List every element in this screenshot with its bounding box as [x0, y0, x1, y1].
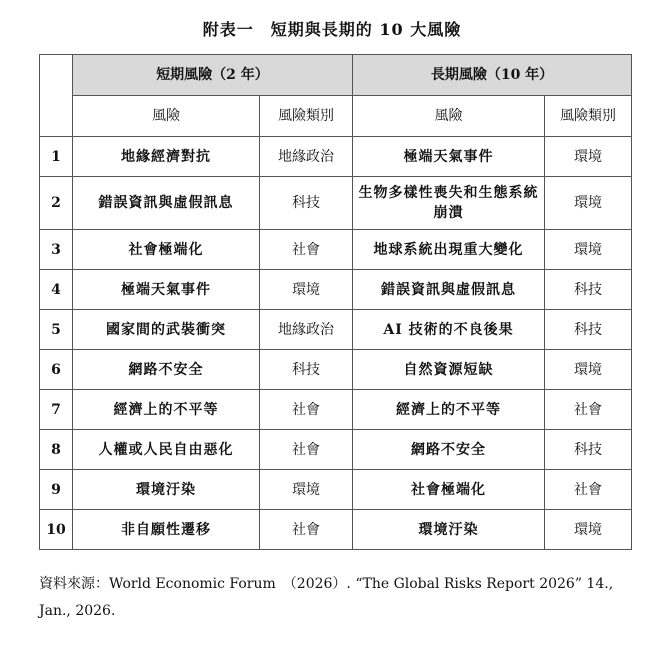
long-risk-cell: 生物多樣性喪失和生態系統崩潰	[353, 177, 545, 230]
long-category-cell: 環境	[545, 137, 632, 177]
rank-cell: 9	[40, 470, 73, 510]
short-category-cell: 環境	[260, 270, 353, 310]
short-risk-cell: 社會極端化	[73, 230, 260, 270]
long-category-cell: 環境	[545, 510, 632, 550]
short-risk-cell: 極端天氣事件	[73, 270, 260, 310]
long-category-cell: 環境	[545, 177, 632, 230]
rank-cell: 7	[40, 390, 73, 430]
long-risk-cell: 經濟上的不平等	[353, 390, 545, 430]
corner-cell	[40, 55, 73, 137]
short-risk-cell: 經濟上的不平等	[73, 390, 260, 430]
short-category-cell: 環境	[260, 470, 353, 510]
short-category-col-header: 風險類別	[260, 96, 353, 137]
table-row	[40, 430, 632, 470]
table-row	[40, 310, 632, 350]
table-row	[40, 470, 632, 510]
long-risk-cell: 自然資源短缺	[353, 350, 545, 390]
long-category-cell: 科技	[545, 430, 632, 470]
short-risk-cell: 非自願性遷移	[73, 510, 260, 550]
long-category-col-header: 風險類別	[545, 96, 632, 137]
long-category-cell: 社會	[545, 390, 632, 430]
long-category-cell: 科技	[545, 270, 632, 310]
long-risk-cell: 環境汙染	[353, 510, 545, 550]
long-risk-cell: 地球系統出現重大變化	[353, 230, 545, 270]
long-risk-cell: 網路不安全	[353, 430, 545, 470]
rank-cell: 8	[40, 430, 73, 470]
rank-cell: 5	[40, 310, 73, 350]
long-risk-cell: 社會極端化	[353, 470, 545, 510]
short-category-cell: 地緣政治	[260, 137, 353, 177]
short-category-cell: 科技	[260, 350, 353, 390]
source-note: 資料來源：World Economic Forum （2026）. “The Global Risks Report 2026” 14., Jan., 2026.	[39, 576, 614, 619]
short-risk-cell: 國家間的武裝衝突	[73, 310, 260, 350]
short-category-cell: 地緣政治	[260, 310, 353, 350]
table-row	[40, 137, 632, 177]
header-row-columns	[40, 96, 632, 137]
rank-cell: 3	[40, 230, 73, 270]
rank-cell: 4	[40, 270, 73, 310]
long-category-cell: 環境	[545, 230, 632, 270]
long-term-header: 長期風險（10 年）	[353, 55, 632, 96]
short-category-cell: 社會	[260, 430, 353, 470]
rank-cell: 6	[40, 350, 73, 390]
short-category-cell: 社會	[260, 510, 353, 550]
short-risk-cell: 人權或人民自由惡化	[73, 430, 260, 470]
rank-cell: 2	[40, 177, 73, 230]
short-risk-cell: 網路不安全	[73, 350, 260, 390]
long-risk-cell: 錯誤資訊與虛假訊息	[353, 270, 545, 310]
short-risk-cell: 錯誤資訊與虛假訊息	[73, 177, 260, 230]
long-category-cell: 環境	[545, 350, 632, 390]
table-row	[40, 177, 632, 230]
long-risk-cell: AI 技術的不良後果	[353, 310, 545, 350]
long-risk-cell: 極端天氣事件	[353, 137, 545, 177]
table-row	[40, 230, 632, 270]
long-category-cell: 社會	[545, 470, 632, 510]
short-risk-cell: 環境汙染	[73, 470, 260, 510]
table-title: 附表一 短期與長期的 10 大風險	[202, 20, 462, 39]
short-category-cell: 社會	[260, 390, 353, 430]
short-risk-cell: 地緣經濟對抗	[73, 137, 260, 177]
short-risk-col-header: 風險	[73, 96, 260, 137]
rank-cell: 10	[40, 510, 73, 550]
short-category-cell: 社會	[260, 230, 353, 270]
risk-table	[39, 54, 632, 550]
long-risk-col-header: 風險	[353, 96, 545, 137]
table-row	[40, 390, 632, 430]
short-term-header: 短期風險（2 年）	[73, 55, 353, 96]
long-category-cell: 科技	[545, 310, 632, 350]
header-row-groups	[40, 55, 632, 96]
table-row	[40, 510, 632, 550]
table-row	[40, 270, 632, 310]
short-category-cell: 科技	[260, 177, 353, 230]
table-row	[40, 350, 632, 390]
rank-cell: 1	[40, 137, 73, 177]
